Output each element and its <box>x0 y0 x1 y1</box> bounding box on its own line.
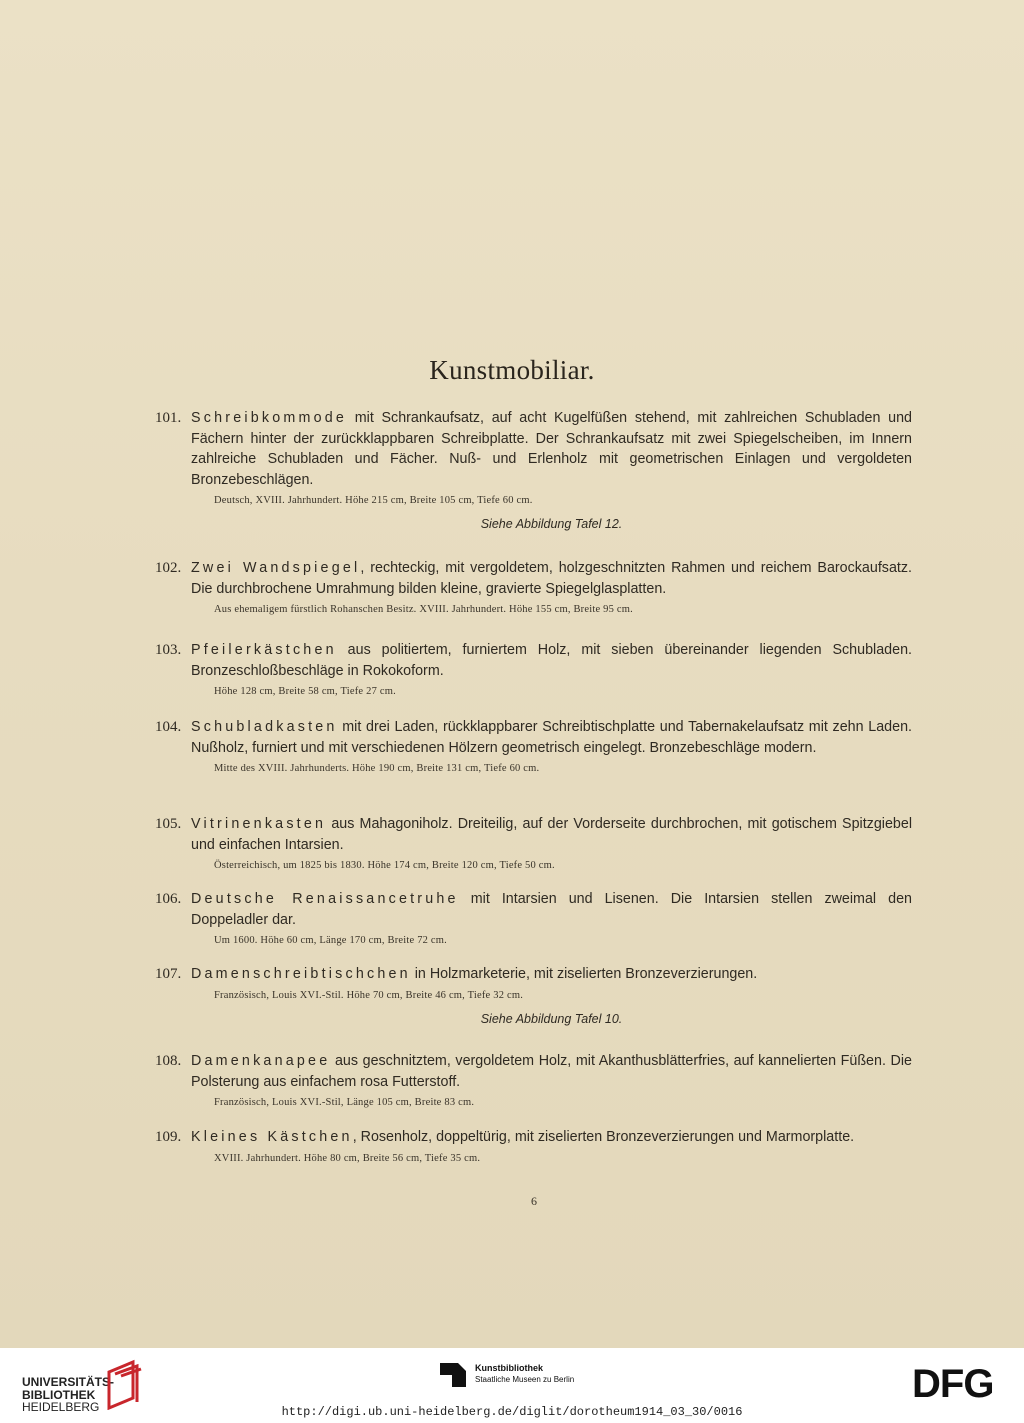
entry-number: 108. <box>155 1053 182 1069</box>
entry-description: , Rosenholz, doppeltürig, mit ziselierten Bronzeverzierungen und Marmorplatte. <box>352 1129 855 1145</box>
entry-number: 109. <box>155 1129 182 1145</box>
entry-details: Deutsch, XVIII. Jahrhundert. Höhe 215 cm, Breite 105 cm, Tiefe 60 cm. <box>214 495 533 506</box>
entry-number: 101. <box>155 410 182 426</box>
entry-description: mit drei Laden, rückklappbarer Schreibtischplatte und Tabernakelaufsatz mit zehn Laden. Nußholz, furniert und mit verschiedenen Hölzern geometrisch eingelegt. Bronzebeschläge modern. <box>191 719 912 756</box>
entry-description: mit Schrankaufsatz, auf acht Kugelfüßen stehend, mit zahlreichen Schubladen und Fächern hinter der zurückklappbaren Schreibplatte. Der Schrankaufsatz mit zwei Spiegelscheiben, im Innern zahlreiche Schubladen und Fächer. Nuß- und Erlenholz mit geometrischen Einlagen und vergoldeten Bronzebeschlägen. <box>191 410 912 488</box>
logo-line: HEIDELBERG <box>22 1400 100 1414</box>
catalog-entry-107 <box>155 964 912 1026</box>
heidelberg-university-library-logo[interactable] <box>8 1356 148 1412</box>
entry-number: 103. <box>155 642 182 658</box>
library-emblem-icon <box>103 1358 143 1410</box>
catalog-entry-102 <box>155 558 912 617</box>
entry-illustration-reference: Siehe Abbildung Tafel 10. <box>480 1011 623 1026</box>
entry-heading: Schreibkommode <box>191 410 348 426</box>
entry-description: , rechteckig, mit vergoldetem, holzgeschnitzten Rahmen und reichem Barockaufsatz. Die durchbrochene Umrahmung bilden kleine, gravierte Spiegelglasplatten. <box>191 560 912 597</box>
permalink-url[interactable]: http://digi.ub.uni-heidelberg.de/diglit/dorotheum1914_03_30/0016 <box>281 1405 743 1419</box>
entry-heading: Pfeilerkästchen <box>191 642 337 658</box>
kunstbibliothek-subtitle: Staatliche Museen zu Berlin <box>475 1375 575 1384</box>
entry-number: 102. <box>155 560 182 576</box>
entry-details: Höhe 128 cm, Breite 58 cm, Tiefe 27 cm. <box>214 686 396 697</box>
entry-details: Mitte des XVIII. Jahrhunderts. Höhe 190 cm, Breite 131 cm, Tiefe 60 cm. <box>214 763 540 774</box>
entry-heading: Deutsche Renaissancetruhe <box>191 891 459 907</box>
catalog-entry-109 <box>155 1127 912 1166</box>
catalog-entry-105 <box>155 814 912 873</box>
digitization-footer <box>0 1348 1024 1423</box>
entry-details: Französisch, Louis XVI.-Stil, Länge 105 cm, Breite 83 cm. <box>214 1097 475 1108</box>
entry-heading: Vitrinenkasten <box>191 816 327 832</box>
entry-number: 104. <box>155 719 182 735</box>
entry-description: in Holzmarketerie, mit ziselierten Bronzeverzierungen. <box>410 966 758 982</box>
entry-heading: Schubladkasten <box>191 719 338 735</box>
entry-details: XVIII. Jahrhundert. Höhe 80 cm, Breite 56 cm, Tiefe 35 cm. <box>214 1152 481 1164</box>
catalog-entry-106 <box>155 889 912 948</box>
page-title: Kunstmobiliar. <box>429 355 595 385</box>
entry-details: Österreichisch, um 1825 bis 1830. Höhe 174 cm, Breite 120 cm, Tiefe 50 cm. <box>214 860 555 871</box>
page-number: 6 <box>531 1194 537 1208</box>
entry-number: 107. <box>155 966 182 982</box>
entry-heading: Damenkanapee <box>191 1053 331 1069</box>
entry-illustration-reference: Siehe Abbildung Tafel 12. <box>480 517 623 531</box>
entry-number: 105. <box>155 816 182 832</box>
entry-details: Um 1600. Höhe 60 cm, Länge 170 cm, Breite 72 cm. <box>214 935 447 946</box>
dfg-logo[interactable]: DFG <box>912 1362 994 1406</box>
entry-number: 106. <box>155 891 182 907</box>
entry-details: Französisch, Louis XVI.-Stil. Höhe 70 cm, Breite 46 cm, Tiefe 32 cm. <box>214 989 524 1001</box>
entry-heading: Damenschreibtischchen <box>191 966 411 982</box>
entry-description: aus politiertem, furniertem Holz, mit sieben übereinander liegenden Schubladen. Bronzeschloßbeschläge in Rokokoform. <box>191 642 912 679</box>
catalog-entry-103 <box>155 640 912 699</box>
entry-heading: Kleines Kästchen <box>191 1129 353 1145</box>
entry-description: aus Mahagoniholz. Dreiteilig, auf der Vorderseite durchbrochen, mit gotischem Spitzgiebel und einfachen Intarsien. <box>191 816 912 853</box>
entry-details: Aus ehemaligem fürstlich Rohanschen Besitz. XVIII. Jahrhundert. Höhe 155 cm, Breite 95 cm. <box>214 604 633 615</box>
logo-line: BIBLIOTHEK <box>22 1387 96 1402</box>
kunstbibliothek-name: Kunstbibliothek <box>475 1363 543 1373</box>
logo-line: UNIVERSITÄTS- <box>22 1375 115 1389</box>
entry-description: aus geschnitztem, vergoldetem Holz, mit Akanthusblätterfries, auf kannelierten Füßen. Die Polsterung aus einfachem rosa Futterstoff. <box>191 1053 912 1090</box>
catalog-entry-104 <box>155 717 912 776</box>
kunstbibliothek-logo-icon <box>438 1361 468 1389</box>
entry-description: mit Intarsien und Lisenen. Die Intarsien stellen zweimal den Doppeladler dar. <box>191 891 912 928</box>
entry-heading: Zwei Wandspiegel <box>191 560 361 576</box>
catalog-entry-101 <box>155 408 912 531</box>
catalog-entry-108 <box>155 1051 912 1110</box>
